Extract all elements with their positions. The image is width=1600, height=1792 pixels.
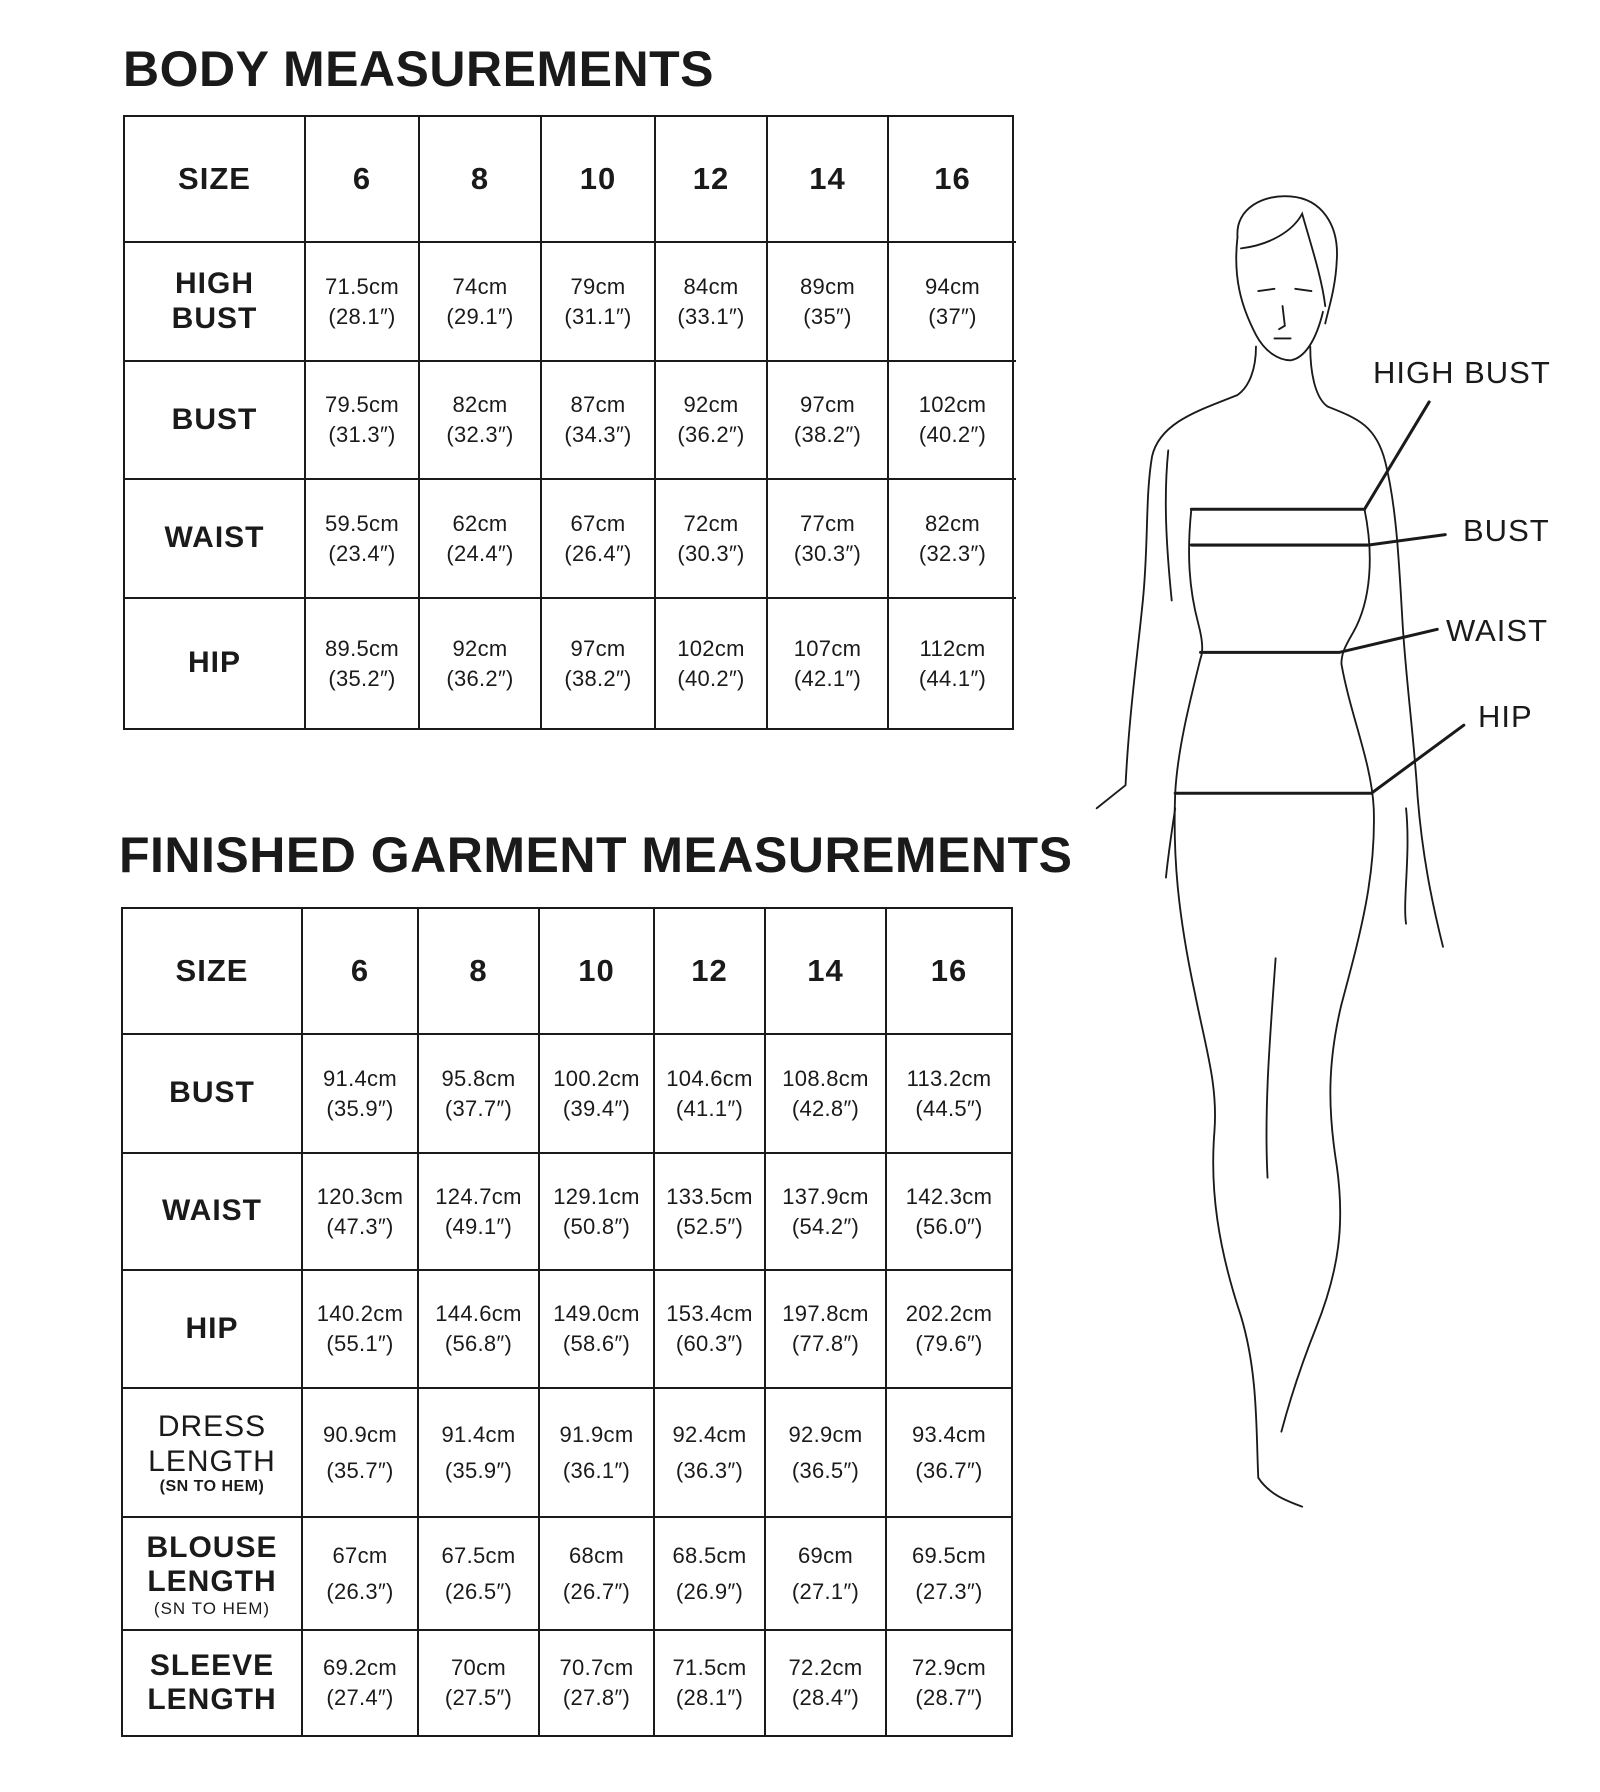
cm-value: 89.5cm (325, 635, 399, 661)
inch-value: (36.5″) (791, 1457, 860, 1483)
inch-value: (56.8″) (444, 1331, 513, 1356)
cm-value: 70cm (451, 1655, 506, 1681)
inch-value: (49.1″) (444, 1213, 513, 1239)
cm-value: 90.9cm (323, 1422, 397, 1448)
cm-value: 202.2cm (905, 1301, 993, 1327)
inch-value: (52.5″) (675, 1213, 744, 1239)
cm-value: 102cm (677, 635, 745, 661)
row-label-line: HIP (185, 1311, 239, 1345)
cm-value: 92.4cm (672, 1422, 747, 1448)
size-header: 8 (420, 117, 542, 243)
row-label-line: SLEEVE (149, 1648, 275, 1682)
size-label: SIZE (123, 909, 303, 1035)
inch-value: (27.4″) (326, 1685, 394, 1710)
inch-value: (36.2″) (677, 422, 745, 447)
cm-value: 100.2cm (553, 1065, 640, 1091)
cm-value: 71.5cm (672, 1655, 747, 1681)
inch-value: (29.1″) (446, 303, 514, 329)
inch-value: (35″) (803, 303, 852, 329)
figure-outline (1097, 196, 1443, 1506)
cm-value: 62cm (452, 510, 508, 536)
cm-value: 97cm (800, 392, 855, 418)
inch-value: (36.1″) (562, 1457, 631, 1483)
inch-value: (33.1″) (677, 303, 745, 329)
cm-value: 107cm (793, 635, 862, 661)
row-label-line: BLOUSE (146, 1530, 278, 1564)
cm-value: 68cm (569, 1543, 624, 1569)
cm-value: 97cm (570, 635, 626, 661)
row-label-line: LENGTH (148, 1444, 276, 1478)
size-label: SIZE (125, 117, 306, 243)
inch-value: (35.9″) (326, 1095, 394, 1121)
inch-value: (40.2″) (677, 665, 745, 691)
inch-value: (36.7″) (915, 1457, 983, 1483)
cm-value: 79cm (570, 273, 626, 299)
label-hip: HIP (1478, 699, 1533, 734)
cm-value: 67.5cm (441, 1543, 516, 1569)
cm-value: 82cm (452, 392, 508, 418)
row-label-line: BUST (171, 301, 258, 335)
inch-value: (38.2″) (793, 422, 862, 447)
cm-value: 69.2cm (323, 1655, 397, 1681)
size-header: 10 (542, 117, 656, 243)
row-label-note: (SN TO HEM) (159, 1478, 265, 1495)
cm-value: 77cm (800, 510, 855, 536)
inch-value: (44.1″) (918, 665, 987, 691)
inch-value: (50.8″) (562, 1213, 631, 1239)
cm-value: 124.7cm (435, 1183, 522, 1209)
cm-value: 92cm (452, 635, 508, 661)
cm-value: 67cm (332, 1543, 388, 1569)
inch-value: (26.5″) (444, 1578, 513, 1604)
row-label-note: (SN TO HEM) (153, 1598, 271, 1618)
inch-value: (37″) (928, 303, 977, 329)
size-header: 14 (766, 909, 887, 1035)
size-header: 14 (768, 117, 889, 243)
size-header: 8 (419, 909, 540, 1035)
size-header: 6 (303, 909, 419, 1035)
cm-value: 84cm (683, 273, 739, 299)
cm-value: 70.7cm (559, 1655, 634, 1681)
inch-value: (31.3″) (328, 422, 396, 447)
inch-value: (56.0″) (915, 1213, 983, 1239)
inch-value: (28.1″) (328, 303, 396, 329)
cm-value: 91.4cm (441, 1422, 516, 1448)
hip-line (1175, 725, 1464, 793)
inch-value: (28.7″) (915, 1685, 983, 1710)
cm-value: 87cm (570, 392, 626, 418)
inch-value: (58.6″) (562, 1331, 631, 1356)
inch-value: (36.3″) (675, 1457, 744, 1483)
inch-value: (54.2″) (791, 1213, 860, 1239)
inch-value: (26.7″) (562, 1578, 631, 1604)
cm-value: 72cm (683, 510, 739, 536)
cm-value: 120.3cm (316, 1183, 404, 1209)
cm-value: 129.1cm (553, 1183, 640, 1209)
label-bust: BUST (1463, 513, 1550, 548)
cm-value: 140.2cm (316, 1301, 404, 1327)
cm-value: 144.6cm (435, 1301, 522, 1327)
cm-value: 79.5cm (325, 392, 399, 418)
inch-value: (26.4″) (564, 540, 632, 566)
measurement-lines (1175, 402, 1464, 793)
inch-value: (27.5″) (444, 1685, 513, 1710)
cm-value: 137.9cm (782, 1183, 869, 1209)
inch-value: (26.3″) (326, 1578, 394, 1604)
inch-value: (27.3″) (915, 1578, 983, 1604)
cm-value: 91.4cm (323, 1065, 397, 1091)
inch-value: (60.3″) (675, 1331, 744, 1356)
inch-value: (24.4″) (446, 540, 514, 566)
inch-value: (79.6″) (915, 1331, 983, 1356)
cm-value: 153.4cm (666, 1301, 753, 1327)
cm-value: 102cm (918, 392, 987, 418)
inch-value: (32.3″) (918, 540, 987, 566)
size-header: 16 (887, 909, 1011, 1035)
inch-value: (35.7″) (326, 1457, 394, 1483)
row-label-line: BUST (171, 402, 258, 436)
inch-value: (28.4″) (791, 1685, 860, 1710)
label-high-bust: HIGH BUST (1373, 355, 1551, 390)
cm-value: 74cm (452, 273, 508, 299)
cm-value: 95.8cm (441, 1065, 516, 1091)
cm-value: 94cm (925, 273, 980, 299)
cm-value: 133.5cm (666, 1183, 753, 1209)
inch-value: (42.1″) (793, 665, 862, 691)
inch-value: (44.5″) (915, 1095, 983, 1121)
cm-value: 113.2cm (906, 1065, 992, 1091)
cm-value: 71.5cm (325, 273, 399, 299)
inch-value: (39.4″) (562, 1095, 631, 1121)
row-label-line: HIP (187, 646, 241, 680)
label-waist: WAIST (1446, 613, 1549, 648)
cm-value: 92cm (683, 392, 739, 418)
inch-value: (47.3″) (326, 1213, 394, 1239)
cm-value: 108.8cm (782, 1065, 869, 1091)
cm-value: 149.0cm (553, 1301, 640, 1327)
cm-value: 72.9cm (912, 1655, 986, 1681)
size-header: 16 (889, 117, 1016, 243)
row-label-line: HIGH (175, 267, 254, 300)
cm-value: 93.4cm (912, 1422, 986, 1448)
inch-value: (55.1″) (326, 1331, 394, 1356)
inch-value: (31.1″) (564, 303, 632, 329)
inch-value: (30.3″) (793, 540, 862, 566)
inch-value: (36.2″) (446, 665, 514, 691)
waist-line (1201, 629, 1438, 652)
cm-value: 68.5cm (672, 1543, 747, 1569)
inch-value: (23.4″) (328, 540, 396, 566)
cm-value: 112cm (919, 635, 986, 661)
cm-value: 82cm (925, 510, 980, 536)
inch-value: (35.9″) (444, 1457, 513, 1483)
inch-value: (27.8″) (562, 1685, 631, 1710)
inch-value: (37.7″) (444, 1095, 513, 1121)
size-header: 6 (306, 117, 420, 243)
inch-value: (42.8″) (791, 1095, 860, 1121)
cm-value: 69.5cm (912, 1543, 986, 1569)
inch-value: (35.2″) (328, 665, 396, 691)
cm-value: 59.5cm (325, 510, 399, 536)
row-label-line: WAIST (162, 1194, 262, 1228)
inch-value: (28.1″) (675, 1685, 744, 1710)
inch-value: (40.2″) (918, 422, 987, 447)
row-label-line: BUST (169, 1076, 255, 1110)
size-header: 10 (540, 909, 655, 1035)
cm-value: 69cm (798, 1543, 853, 1569)
cm-value: 197.8cm (782, 1301, 869, 1327)
inch-value: (38.2″) (564, 665, 632, 691)
cm-value: 91.9cm (559, 1422, 634, 1448)
inch-value: (30.3″) (677, 540, 745, 566)
row-label-line: LENGTH (147, 1565, 277, 1598)
inch-value: (32.3″) (446, 422, 514, 447)
cm-value: 142.3cm (905, 1183, 993, 1209)
row-label-line: DRESS (157, 1410, 267, 1443)
size-header: 12 (656, 117, 768, 243)
row-label-line: WAIST (164, 521, 265, 555)
inch-value: (27.1″) (791, 1578, 860, 1604)
inch-value: (26.9″) (675, 1578, 744, 1604)
size-header: 12 (655, 909, 766, 1035)
garment-measurements-title: FINISHED GARMENT MEASUREMENTS (119, 827, 1073, 883)
row-label-line: LENGTH (147, 1683, 277, 1716)
bust-line (1191, 535, 1445, 545)
inch-value: (34.3″) (564, 422, 632, 447)
cm-value: 92.9cm (788, 1422, 863, 1448)
cm-value: 72.2cm (788, 1655, 863, 1681)
cm-value: 104.6cm (666, 1065, 753, 1091)
body-measurements-title: BODY MEASUREMENTS (123, 41, 714, 97)
inch-value: (77.8″) (791, 1331, 860, 1356)
cm-value: 67cm (570, 510, 626, 536)
cm-value: 89cm (800, 273, 855, 299)
high-bust-line (1191, 402, 1429, 509)
inch-value: (41.1″) (675, 1095, 744, 1121)
